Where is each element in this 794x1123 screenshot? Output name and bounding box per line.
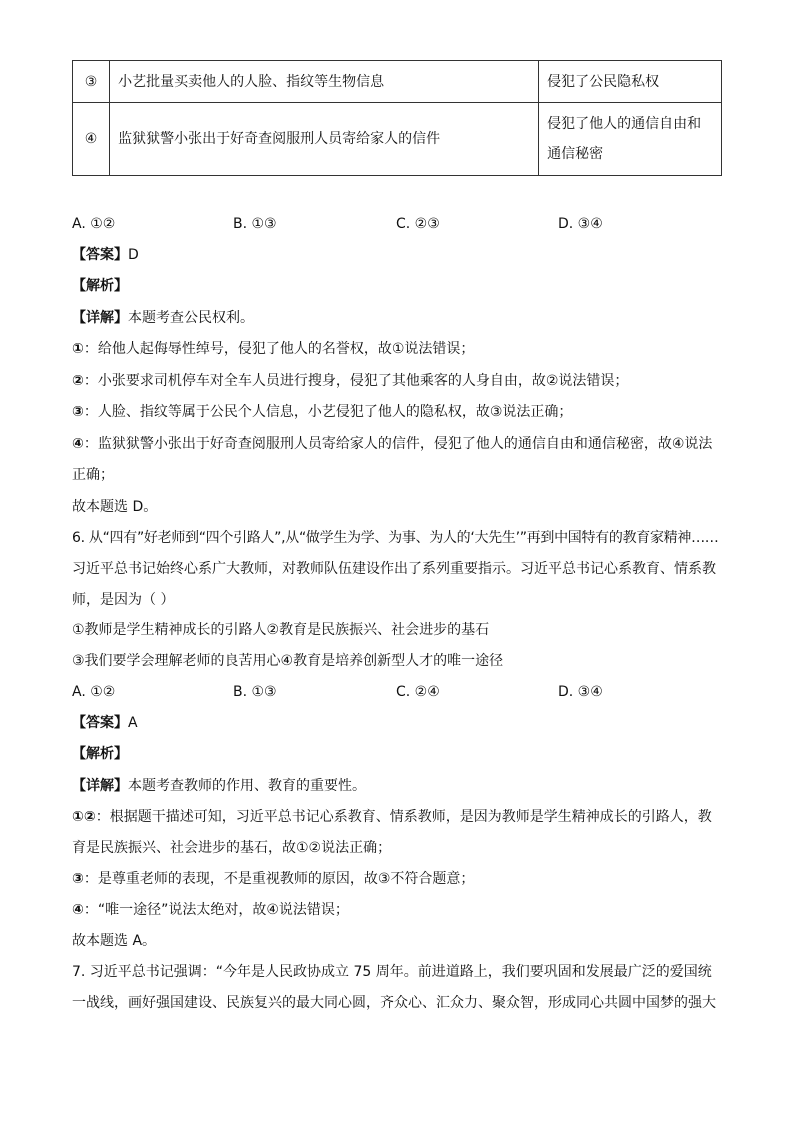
q5-option-d: D. ③④ xyxy=(558,216,603,232)
case-table xyxy=(72,60,722,176)
q6-analysis-line-cont: 育是民族振兴、社会进步的基石，故①②说法正确； xyxy=(72,840,392,856)
row-number: ④ xyxy=(73,103,110,176)
q5-analysis-line-cont: 正确； xyxy=(72,467,114,483)
q7-stem-line: 7. 习近平总书记强调：“今年是人民政协成立 75 周年。前进道路上，我们要巩固和发展最广泛的爱国统 xyxy=(72,964,712,980)
q6-option-a: A. ①② xyxy=(72,684,116,700)
q6-answer xyxy=(72,713,138,733)
q6-stem-line: 6. 从“四有”好老师到“四个引路人”,从“做学生为学、为事、为人的‘大先生’”再到中国特有的教育家精神…… xyxy=(72,530,719,546)
q6-conclusion: 故本题选 A。 xyxy=(72,933,157,949)
row-number: ③ xyxy=(73,61,110,103)
row-result: 侵犯了公民隐私权 xyxy=(539,61,722,103)
q7-stem-line: 一战线，画好强国建设、民族复兴的最大同心圆，齐众心、汇众力、聚众智，形成同心共圆中国梦的强大 xyxy=(72,995,716,1011)
table-row xyxy=(73,103,722,176)
q5-option-b: B. ①③ xyxy=(233,216,277,232)
row-description: 监狱狱警小张出于好奇查阅服刑人员寄给家人的信件 xyxy=(110,103,539,176)
answer-value: D xyxy=(128,247,139,263)
q5-analysis-line: ①：给他人起侮辱性绰号，侵犯了他人的名誉权，故①说法错误； xyxy=(72,341,475,357)
table-row xyxy=(73,61,722,103)
q6-analysis-line: ③：是尊重老师的表现，不是重视教师的原因，故③不符合题意； xyxy=(72,871,475,887)
q6-option-d: D. ③④ xyxy=(558,684,603,700)
q5-analysis-line: ④：监狱狱警小张出于好奇查阅服刑人员寄给家人的信件，侵犯了他人的通信自由和通信秘密，故④说法 xyxy=(72,436,713,452)
detail-text: 本题考查教师的作用、教育的重要性。 xyxy=(128,778,366,794)
answer-label: 【答案】 xyxy=(72,715,128,731)
answer-label: 【答案】 xyxy=(72,247,128,263)
q6-option-c: C. ②④ xyxy=(396,684,440,700)
q5-answer xyxy=(72,245,139,265)
q6-choices-line: ③我们要学会理解老师的良苦用心④教育是培养创新型人才的唯一途径 xyxy=(72,653,504,669)
q5-option-a: A. ①② xyxy=(72,216,116,232)
q5-detail xyxy=(72,308,254,328)
q5-option-c: C. ②③ xyxy=(396,216,440,232)
q6-choices-line: ①教师是学生精神成长的引路人②教育是民族振兴、社会进步的基石 xyxy=(72,622,490,638)
q6-analysis-line: ④：“唯一途径”说法太绝对，故④说法错误； xyxy=(72,902,349,918)
detail-text: 本题考查公民权利。 xyxy=(128,310,254,326)
row-description: 小艺批量买卖他人的人脸、指纹等生物信息 xyxy=(110,61,539,103)
q5-analysis-line: ②：小张要求司机停车对全车人员进行搜身，侵犯了其他乘客的人身自由，故②说法错误； xyxy=(72,373,629,389)
q6-option-b: B. ①③ xyxy=(233,684,277,700)
q6-detail xyxy=(72,776,366,796)
row-result: 侵犯了他人的通信自由和通信秘密 xyxy=(539,103,722,176)
q5-conclusion: 故本题选 D。 xyxy=(72,499,158,515)
q5-analysis-line: ③：人脸、指纹等属于公民个人信息，小艺侵犯了他人的隐私权，故③说法正确； xyxy=(72,404,573,420)
q6-stem-line: 习近平总书记始终心系广大教师，对教师队伍建设作出了系列重要指示。习近平总书记心系教育、情系教 xyxy=(72,561,716,577)
q5-analysis-label: 【解析】 xyxy=(72,278,128,294)
detail-label: 【详解】 xyxy=(72,778,128,794)
q6-stem-line: 师，是因为（ ） xyxy=(72,592,175,608)
answer-value: A xyxy=(128,715,138,731)
q6-analysis-line: ①②：根据题干描述可知，习近平总书记心系教育、情系教师，是因为教师是学生精神成长的引路人，教 xyxy=(72,809,712,825)
detail-label: 【详解】 xyxy=(72,310,128,326)
q6-analysis-label: 【解析】 xyxy=(72,746,128,762)
